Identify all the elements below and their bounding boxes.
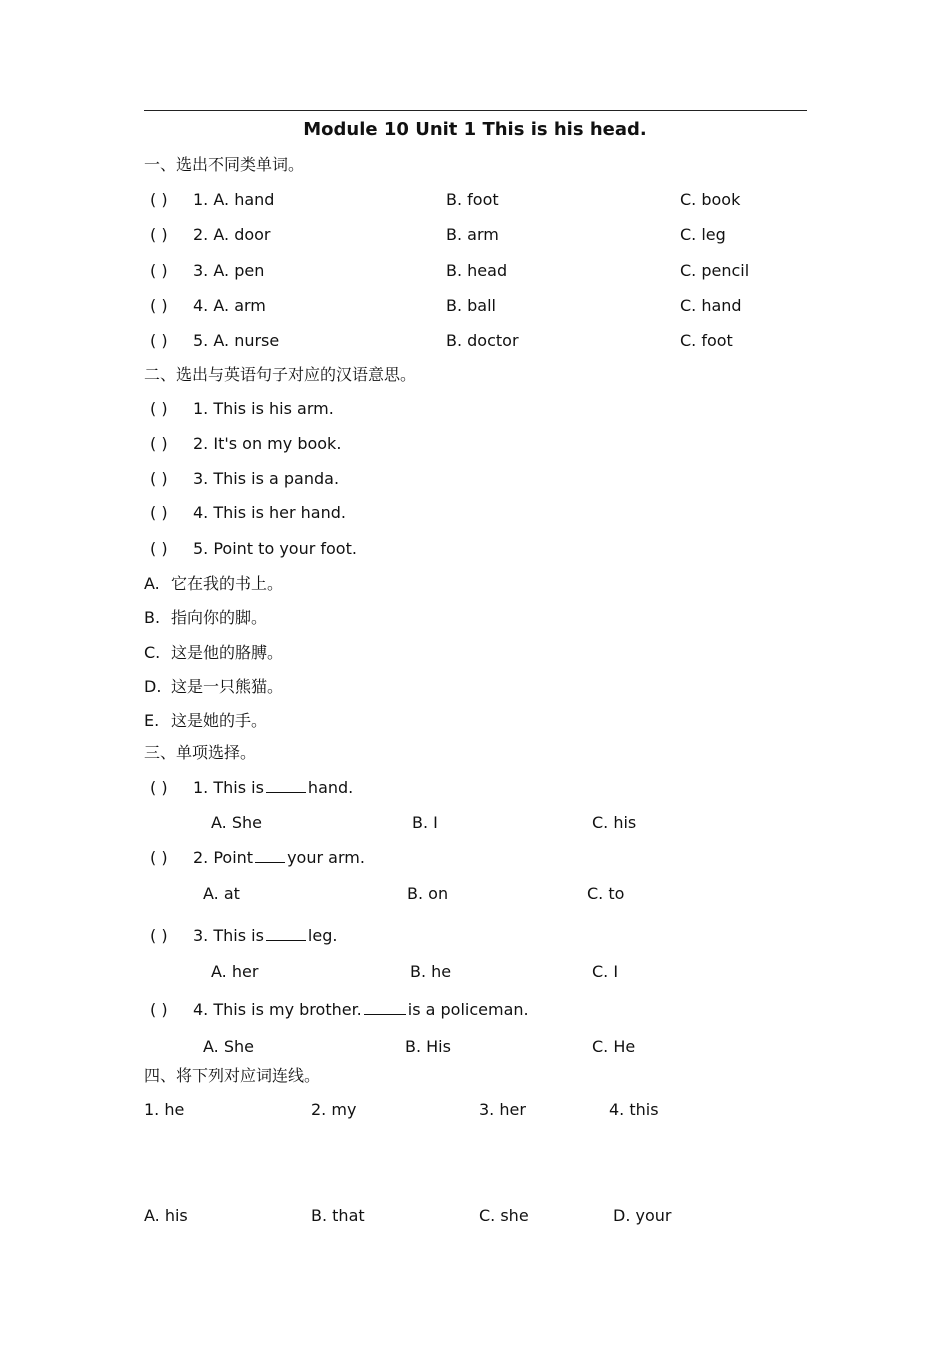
s2-sentence4: 4. This is her hand. bbox=[193, 503, 346, 522]
s3-q2-pre: 2. Point bbox=[193, 848, 254, 867]
s4-bottom-word-d: D. your bbox=[613, 1206, 672, 1225]
s4-top-word-4: 4. this bbox=[609, 1100, 659, 1119]
paren: ( ) bbox=[150, 261, 168, 280]
s3-q4 bbox=[193, 1000, 529, 1020]
s2-option-b-text: 指向你的脚。 bbox=[171, 608, 268, 627]
s2-option-d-letter: D. bbox=[144, 677, 162, 696]
top-rule bbox=[144, 110, 807, 111]
s3-q1-pre: 1. This is bbox=[193, 778, 264, 797]
s3-q3-post: leg. bbox=[307, 926, 338, 945]
s3-q1 bbox=[193, 778, 353, 798]
s1-item5-c: C. foot bbox=[680, 331, 733, 350]
s4-bottom-word-c: C. she bbox=[479, 1206, 529, 1225]
s4-bottom-word-b: B. that bbox=[311, 1206, 365, 1225]
s3-q2-post: your arm. bbox=[287, 848, 365, 867]
s3-q2-option-b: B. on bbox=[407, 884, 449, 903]
paren: ( ) bbox=[150, 778, 168, 797]
s3-q1-option-c: C. his bbox=[592, 813, 637, 832]
s3-q4-option-a: A. She bbox=[203, 1037, 254, 1056]
answer-blank bbox=[266, 778, 306, 793]
paren: ( ) bbox=[150, 296, 168, 315]
s4-top-word-2: 2. my bbox=[311, 1100, 357, 1119]
s2-option-c-text: 这是他的胳膊。 bbox=[171, 643, 284, 662]
section1-heading: 一、选出不同类单词。 bbox=[144, 155, 305, 174]
s1-item5-a: 5. A. nurse bbox=[193, 331, 280, 350]
s2-option-b-letter: B. bbox=[144, 608, 161, 627]
answer-blank bbox=[266, 926, 306, 941]
s1-item4-b: B. ball bbox=[446, 296, 496, 315]
s2-sentence2: 2. It's on my book. bbox=[193, 434, 342, 453]
s3-q1-post: hand. bbox=[307, 778, 354, 797]
s1-item2-b: B. arm bbox=[446, 225, 499, 244]
s3-q4-pre: 4. This is my brother. bbox=[193, 1000, 362, 1019]
paren: ( ) bbox=[150, 399, 168, 418]
paren: ( ) bbox=[150, 190, 168, 209]
s3-q2-option-c: C. to bbox=[587, 884, 625, 903]
page-title: Module 10 Unit 1 This is his head. bbox=[303, 119, 647, 140]
s1-item1-b: B. foot bbox=[446, 190, 499, 209]
s2-option-d-text: 这是一只熊猫。 bbox=[171, 677, 284, 696]
s1-item1-c: C. book bbox=[680, 190, 741, 209]
s3-q3 bbox=[193, 926, 337, 946]
s1-item5-b: B. doctor bbox=[446, 331, 519, 350]
s3-q3-option-a: A. her bbox=[211, 962, 259, 981]
s3-q1-option-a: A. She bbox=[211, 813, 262, 832]
answer-blank bbox=[364, 1000, 406, 1015]
s4-top-word-3: 3. her bbox=[479, 1100, 526, 1119]
s1-item3-c: C. pencil bbox=[680, 261, 750, 280]
s2-sentence1: 1. This is his arm. bbox=[193, 399, 334, 418]
s2-option-e-text: 这是她的手。 bbox=[171, 711, 268, 730]
s1-item4-c: C. hand bbox=[680, 296, 742, 315]
section2-heading: 二、选出与英语句子对应的汉语意思。 bbox=[144, 365, 417, 384]
s3-q2 bbox=[193, 848, 365, 868]
paren: ( ) bbox=[150, 225, 168, 244]
s3-q4-option-b: B. His bbox=[405, 1037, 451, 1056]
s2-sentence5: 5. Point to your foot. bbox=[193, 539, 357, 558]
paren: ( ) bbox=[150, 1000, 168, 1019]
s1-item2-a: 2. A. door bbox=[193, 225, 271, 244]
s3-q1-option-b: B. I bbox=[412, 813, 438, 832]
s1-item3-a: 3. A. pen bbox=[193, 261, 265, 280]
s3-q4-post: is a policeman. bbox=[407, 1000, 529, 1019]
s2-sentence3: 3. This is a panda. bbox=[193, 469, 340, 488]
paren: ( ) bbox=[150, 503, 168, 522]
paren: ( ) bbox=[150, 848, 168, 867]
s3-q2-option-a: A. at bbox=[203, 884, 240, 903]
s4-bottom-word-a: A. his bbox=[144, 1206, 188, 1225]
section4-heading: 四、将下列对应词连线。 bbox=[144, 1066, 321, 1085]
paren: ( ) bbox=[150, 469, 168, 488]
paren: ( ) bbox=[150, 926, 168, 945]
s3-q3-pre: 3. This is bbox=[193, 926, 264, 945]
s1-item4-a: 4. A. arm bbox=[193, 296, 266, 315]
paren: ( ) bbox=[150, 434, 168, 453]
s2-option-c-letter: C. bbox=[144, 643, 161, 662]
s1-item1-a: 1. A. hand bbox=[193, 190, 275, 209]
paren: ( ) bbox=[150, 331, 168, 350]
s1-item2-c: C. leg bbox=[680, 225, 726, 244]
s4-top-word-1: 1. he bbox=[144, 1100, 185, 1119]
s2-option-e-letter: E. bbox=[144, 711, 160, 730]
s1-item3-b: B. head bbox=[446, 261, 508, 280]
s2-option-a-text: 它在我的书上。 bbox=[171, 574, 284, 593]
s2-option-a-letter: A. bbox=[144, 574, 160, 593]
section3-heading: 三、单项选择。 bbox=[144, 743, 257, 762]
s3-q4-option-c: C. He bbox=[592, 1037, 636, 1056]
s3-q3-option-c: C. I bbox=[592, 962, 619, 981]
paren: ( ) bbox=[150, 539, 168, 558]
s3-q3-option-b: B. he bbox=[410, 962, 452, 981]
answer-blank bbox=[255, 848, 285, 863]
